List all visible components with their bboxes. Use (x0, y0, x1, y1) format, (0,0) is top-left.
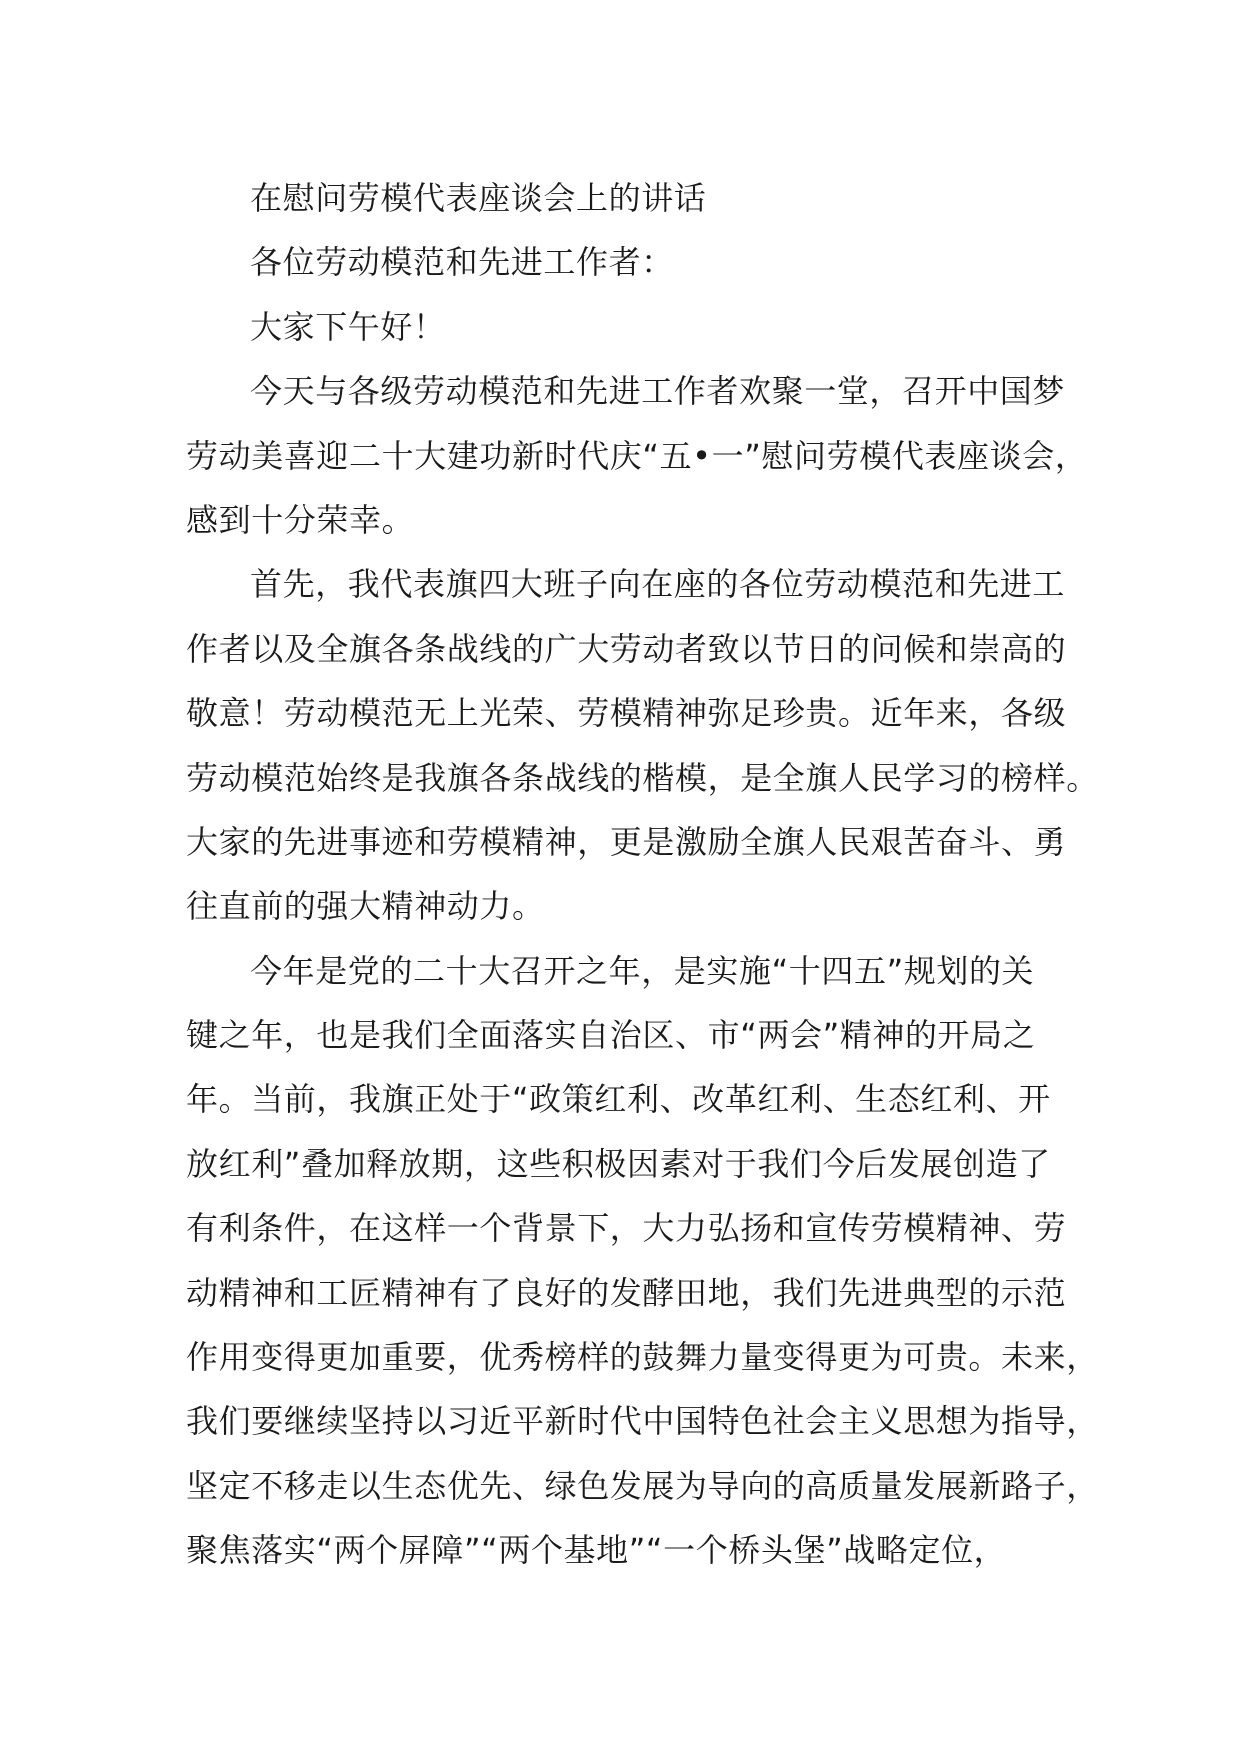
text-line: 作者以及全旗各条战线的广大劳动者致以节日的问候和崇高的 (186, 629, 1067, 668)
text-line: 大家的先进事迹和劳模精神，更是激励全旗人民艰苦奋斗、勇 (186, 822, 1067, 861)
text-line: 首先，我代表旗四大班子向在座的各位劳动模范和先进工 (250, 565, 1066, 604)
text-line: 动精神和工匠精神有了良好的发酵田地，我们先进典型的示范 (186, 1273, 1067, 1312)
text-line: 聚焦落实“两个屏障”“两个基地”“一个桥头堡”战略定位， (186, 1531, 1007, 1570)
text-line: 各位劳动模范和先进工作者： (250, 243, 674, 282)
text-line: 往直前的强大精神动力。 (186, 887, 545, 926)
text-line: 劳动美喜迎二十大建功新时代庆“五•一”慰问劳模代表座谈会， (186, 436, 1088, 475)
text-line: 敬意！劳动模范无上光荣、劳模精神弥足珍贵。近年来，各级 (186, 694, 1067, 733)
text-line: 今天与各级劳动模范和先进工作者欢聚一堂，召开中国梦 (250, 372, 1066, 411)
text-line: 感到十分荣幸。 (186, 500, 415, 539)
text-line: 作用变得更加重要，优秀榜样的鼓舞力量变得更为可贵。未来， (186, 1338, 1099, 1377)
text-line: 有利条件，在这样一个背景下，大力弘扬和宣传劳模精神、劳 (186, 1209, 1067, 1248)
text-line: 大家下午好！ (250, 307, 446, 346)
text-line: 坚定不移走以生态优先、绿色发展为导向的高质量发展新路子， (186, 1466, 1099, 1505)
text-line: 今年是党的二十大召开之年，是实施“十四五”规划的关 (250, 951, 1035, 990)
document-body (186, 166, 1099, 1583)
text-line: 放红利”叠加释放期，这些积极因素对于我们今后发展创造了 (186, 1144, 1051, 1183)
text-line: 劳动模范始终是我旗各条战线的楷模，是全旗人民学习的榜样。 (186, 758, 1099, 797)
document-title: 在慰问劳模代表座谈会上的讲话 (250, 179, 707, 217)
text-line: 键之年，也是我们全面落实自治区、市“两会”精神的开局之 (186, 1016, 1036, 1055)
text-line: 我们要继续坚持以习近平新时代中国特色社会主义思想为指导， (186, 1402, 1099, 1441)
text-line: 年。当前，我旗正处于“政策红利、改革红利、生态红利、开 (186, 1080, 1051, 1119)
